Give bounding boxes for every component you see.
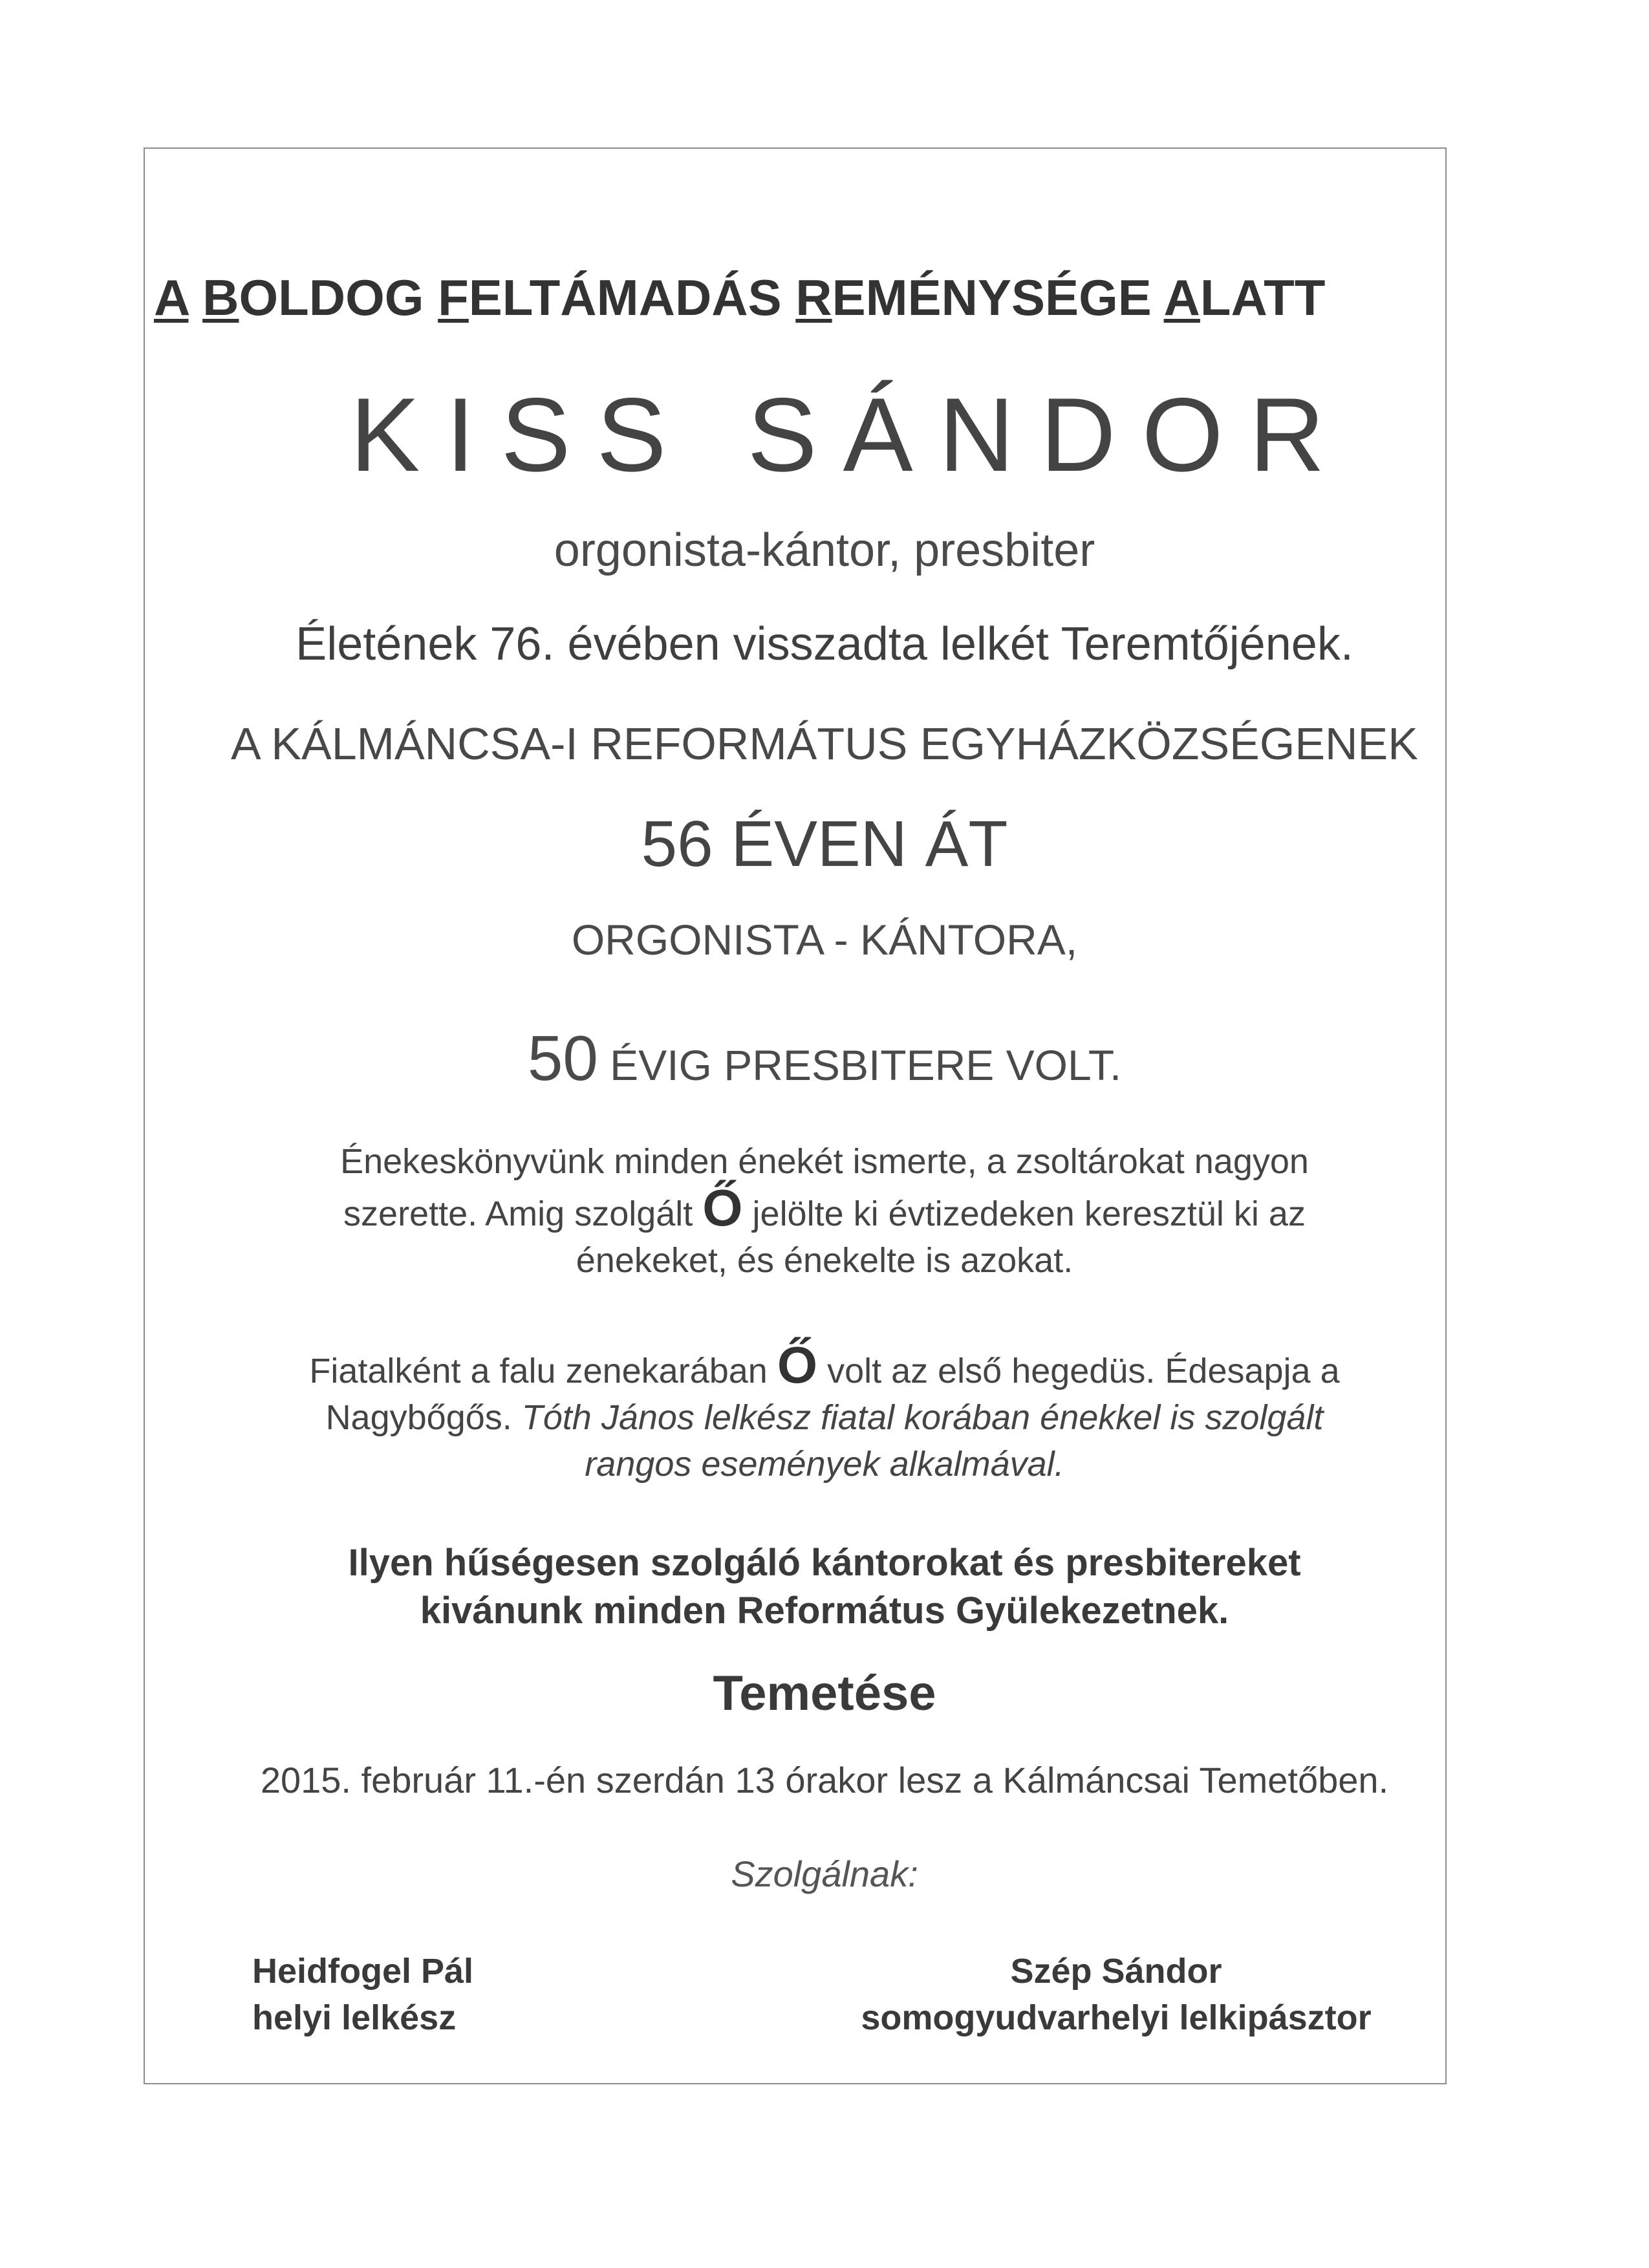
paragraph-line (0, 1336, 1649, 1394)
officiant-name: Szép Sándor (1010, 1952, 1222, 1991)
service-years-organist: 56 ÉVEN ÁT (641, 808, 1008, 880)
deceased-roles: orgonista-kántor, presbiter (554, 524, 1095, 576)
officiant-left (252, 1948, 473, 2041)
paragraph-line (0, 1179, 1649, 1237)
heading-letter: R (795, 269, 832, 326)
text-fragment: volt az első hegedüs. Édesapja a (817, 1352, 1340, 1390)
organist-title: ORGONISTA - KÁNTORA, (571, 916, 1078, 964)
presbyter-years: 50 (527, 1022, 598, 1094)
heading-word: ELTÁMADÁS (468, 269, 796, 326)
wish-paragraph (0, 1539, 1649, 1635)
burial-title: Temetése (713, 1666, 936, 1721)
text-fragment: Fiatalként a falu zenekarában (309, 1352, 777, 1390)
text-fragment: szerette. Amig szolgált (343, 1194, 703, 1233)
paragraph-line: Énekeskönyvünk minden énekét ismerte, a zsoltárokat nagyon (340, 1142, 1309, 1181)
paragraph-line: kivánunk minden Református Gyülekezetnek. (420, 1590, 1229, 1632)
emphasis-pronoun: Ő (702, 1179, 743, 1237)
paragraph-line (0, 1394, 1649, 1441)
officiant-role: somogyudvarhelyi lelkipásztor (861, 1998, 1372, 2037)
officiant-right (820, 1948, 1412, 2041)
life-statement: Életének 76. évében visszadta lelkét Teremtőjének. (296, 618, 1353, 670)
heading-letter: B (202, 269, 239, 326)
heading-word: LATT (1200, 269, 1326, 326)
presbyter-statement (0, 1022, 1649, 1095)
hymn-paragraph (0, 1138, 1649, 1284)
notice-heading (154, 268, 1325, 327)
paragraph-line: énekeket, és énekelte is azokat. (576, 1241, 1073, 1280)
presbyter-text: ÉVIG PRESBITERE VOLT. (598, 1041, 1122, 1089)
paragraph-line: rangos események alkalmával. (585, 1445, 1064, 1484)
church-name: A KÁLMÁNCSA-I REFORMÁTUS EGYHÁZKÖZSÉGENEK (231, 718, 1418, 769)
officiants-label: Szolgálnak: (731, 1853, 918, 1894)
text-fragment: Nagybőgős. (325, 1398, 522, 1437)
heading-word: EMÉNYSÉGE (832, 269, 1164, 326)
heading-letter: A (1163, 269, 1200, 326)
paragraph-line: Ilyen hűségesen szolgáló kántorokat és presbitereket (348, 1542, 1301, 1584)
deceased-name: KISS SÁNDOR (350, 376, 1351, 493)
heading-letter: A (154, 269, 189, 326)
heading-word: OLDOG (239, 269, 438, 326)
italic-fragment: Tóth János lelkész fiatal korában énekkel is szolgált (521, 1398, 1324, 1437)
burial-details: 2015. február 11.-én szerdán 13 órakor lesz a Kálmáncsai Temetőben. (260, 1760, 1389, 1800)
officiant-name: Heidfogel Pál (252, 1952, 474, 1991)
youth-paragraph (0, 1336, 1649, 1487)
emphasis-pronoun: Ő (777, 1336, 818, 1394)
heading-letter: F (438, 269, 469, 326)
text-fragment: jelölte ki évtizedeken keresztül ki az (742, 1194, 1306, 1233)
officiant-role: helyi lelkész (252, 1998, 457, 2037)
